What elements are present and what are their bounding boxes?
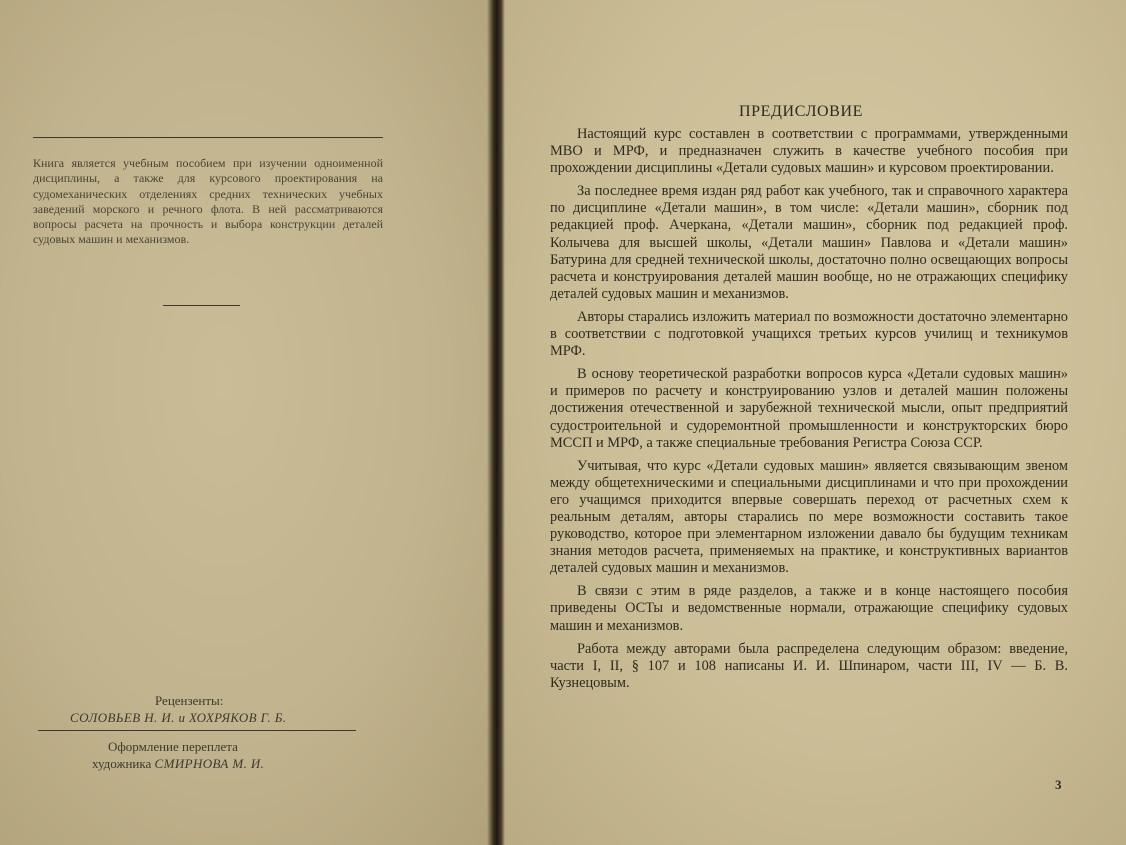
short-divider: [163, 305, 240, 306]
reviewers-names: СОЛОВЬЕВ Н. И. и ХОХРЯКОВ Г. Б.: [70, 710, 287, 725]
top-rule: [33, 137, 383, 138]
cover-artist-line: [92, 756, 264, 772]
preface-paragraph: Авторы старались изложить материал по возможности достаточно элементарно в соответствии с подготовкой учащихся третьих курсов училищ и техникумов МРФ.: [550, 308, 1068, 360]
cover-artist-name: СМИРНОВА М. И.: [154, 756, 265, 771]
book-spine-gutter: [487, 0, 505, 845]
preface-paragraph: Учитывая, что курс «Детали судовых машин» является связывающим звеном между общетехническими и специальными дисциплинами и что при прохождении его учащимся приходится впервые совершать переход от расчетных схем к реальным деталям, авторы старались по мере возможности составить такое руководство, которое при элементарном изложении давало бы будущим техникам знания методов расчета, применяемых на практике, и конструктивных вариантов деталей судовых машин и механизмов.: [550, 457, 1068, 577]
preface-body: [550, 126, 1068, 698]
cover-design-label: Оформление переплета: [108, 739, 238, 754]
reviewers-rule: [38, 730, 356, 731]
preface-paragraph: За последнее время издан ряд работ как учебного, так и справочного характера по дисциплине «Детали машин», в том числе: «Детали машин», сборник под редакцией проф. Ачеркана, «Детали машин», сборник под редакцией проф. Колычева для высшей школы, «Детали машин» Павлова и «Детали машин» Батурина для средней технической школы, достаточно полно освещающих вопросы расчета и конструирования деталей машин вообще, но не отражающих специфику деталей судовых машин и механизмов.: [550, 183, 1068, 302]
cover-artist-prefix: художника: [92, 756, 152, 771]
left-page: [0, 0, 497, 845]
preface-paragraph: Настоящий курс составлен в соответствии с программами, утвержденными МВО и МРФ, и предназначен служить в качестве учебного пособия при прохождении дисциплины «Детали судовых машин» и курсовом проектировании.: [550, 126, 1068, 177]
preface-paragraph: Работа между авторами была распределена следующим образом: введение, части I, II, § 107 и 108 написаны И. И. Шпинаром, части III, IV — Б. В. Кузнецовым.: [550, 640, 1068, 691]
preface-paragraph: В основу теоретической разработки вопросов курса «Детали судовых машин» и примеров по расчету и конструированию узлов и деталей машин положены достижения отечественной и зарубежной технической мысли, опыт предприятий судостроительной и судоремонтной промышленности и конструкторских бюро МССП и МРФ, а также специальные требования Регистра Союза ССР.: [550, 366, 1068, 451]
page-number: 3: [1055, 777, 1062, 792]
preface-title: ПРЕДИСЛОВИЕ: [739, 103, 863, 120]
reviewers-label: Рецензенты:: [155, 693, 224, 708]
preface-paragraph: В связи с этим в ряде разделов, а также и в конце настоящего пособия приведены ОСТы и ведомственные нормали, отражающие специфику судовых машин и механизмов.: [550, 583, 1068, 634]
book-abstract: Книга является учебным пособием при изучении одноименной дисциплины, а также для курсового проектирования на судомеханических отделениях средних технических учебных заведений морского и речного флота. В ней рассматриваются вопросы расчета на прочность и выбора конструкции деталей судовых машин и механизмов.: [33, 156, 383, 247]
